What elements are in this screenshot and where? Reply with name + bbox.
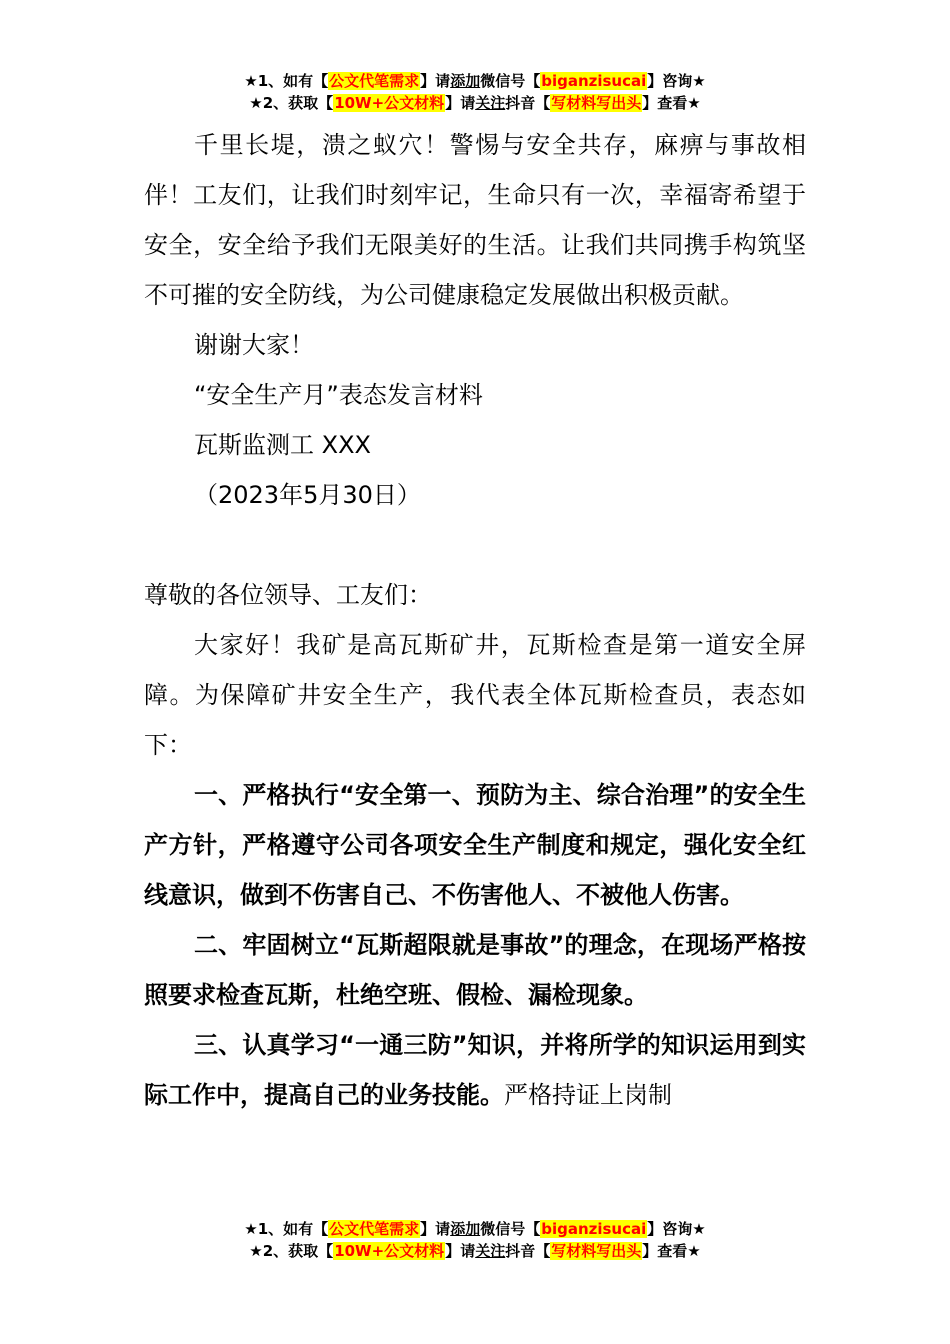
spacer — [144, 520, 806, 570]
banner-text: ★1、如有【 — [244, 1220, 329, 1238]
banner-text: ★2、获取【 — [249, 94, 334, 112]
banner-text: 】请 — [420, 1220, 451, 1238]
greeting-line: 尊敬的各位领导、工友们： — [144, 581, 432, 609]
banner-text: 微信号【 — [480, 72, 541, 90]
banner-text: ★2、获取【 — [249, 1242, 334, 1260]
banner-text: 】请 — [445, 1242, 476, 1260]
intro-paragraph: 大家好！我矿是高瓦斯矿井，瓦斯检查是第一道安全屏障。为保障矿井安全生产，我代表全体瓦斯检查员，表态如下： — [144, 631, 806, 759]
highlight-text: 公文代笔需求 — [329, 1220, 420, 1238]
banner-text: 】咨询★ — [647, 1220, 706, 1238]
highlight-text: 10W+公文材料 — [334, 94, 445, 112]
wechat-id: biganzisucai — [541, 1220, 647, 1238]
pledge-item-1: 一、严格执行“安全第一、预防为主、综合治理”的安全生产方针，严格遵守公司各项安全生产制度和规定，强化安全红线意识，做到不伤害自己、不伤害他人、不被他人伤害。 — [144, 781, 806, 909]
banner-line-2 — [0, 92, 950, 114]
footer-banner — [0, 1218, 950, 1262]
underlined-text: 关注 — [475, 1242, 506, 1260]
banner-text: 】查看★ — [642, 94, 701, 112]
thanks-line: 谢谢大家！ — [194, 331, 314, 359]
banner-text: 】查看★ — [642, 1242, 701, 1260]
banner-text: 微信号【 — [480, 1220, 541, 1238]
document-body — [144, 120, 806, 1120]
pledge-item-2: 二、牢固树立“瓦斯超限就是事故”的理念，在现场严格按照要求检查瓦斯，杜绝空班、假检、漏检现象。 — [144, 931, 806, 1009]
author-line: 瓦斯监测工 XXX — [194, 431, 371, 459]
douyin-id: 写材料写出头 — [551, 94, 642, 112]
banner-text: 】咨询★ — [647, 72, 706, 90]
banner-line-2 — [0, 1240, 950, 1262]
pledge-item-3 — [144, 1020, 806, 1120]
wechat-id: biganzisucai — [541, 72, 647, 90]
banner-text: 抖音【 — [505, 1242, 551, 1260]
banner-text: 】请 — [445, 94, 476, 112]
banner-line-1 — [0, 1218, 950, 1240]
underlined-text: 关注 — [475, 94, 506, 112]
highlight-text: 公文代笔需求 — [329, 72, 420, 90]
document-title: “安全生产月”表态发言材料 — [194, 381, 483, 409]
highlight-text: 10W+公文材料 — [334, 1242, 445, 1260]
underlined-text: 添加 — [450, 1220, 481, 1238]
banner-text: ★1、如有【 — [244, 72, 329, 90]
pledge-item-3-bold: 三、认真学习“一通三防”知识，并将所学的知识运用到实际工作中，提高自己的业务技能。 — [144, 1031, 806, 1109]
paragraph-closing: 千里长堤，溃之蚁穴！警惕与安全共存，麻痹与事故相伴！工友们，让我们时刻牢记，生命只有一次，幸福寄希望于安全，安全给予我们无限美好的生活。让我们共同携手构筑坚不可摧的安全防线，为公司健康稳定发展做出积极贡献。 — [144, 131, 806, 309]
pledge-item-3-rest: 严格持证上岗制 — [504, 1081, 672, 1109]
banner-text: 】请 — [420, 72, 451, 90]
underlined-text: 添加 — [450, 72, 481, 90]
banner-text: 抖音【 — [505, 94, 551, 112]
banner-line-1 — [0, 70, 950, 92]
date-line: （2023年5月30日） — [194, 481, 421, 509]
header-banner — [0, 70, 950, 114]
douyin-id: 写材料写出头 — [551, 1242, 642, 1260]
